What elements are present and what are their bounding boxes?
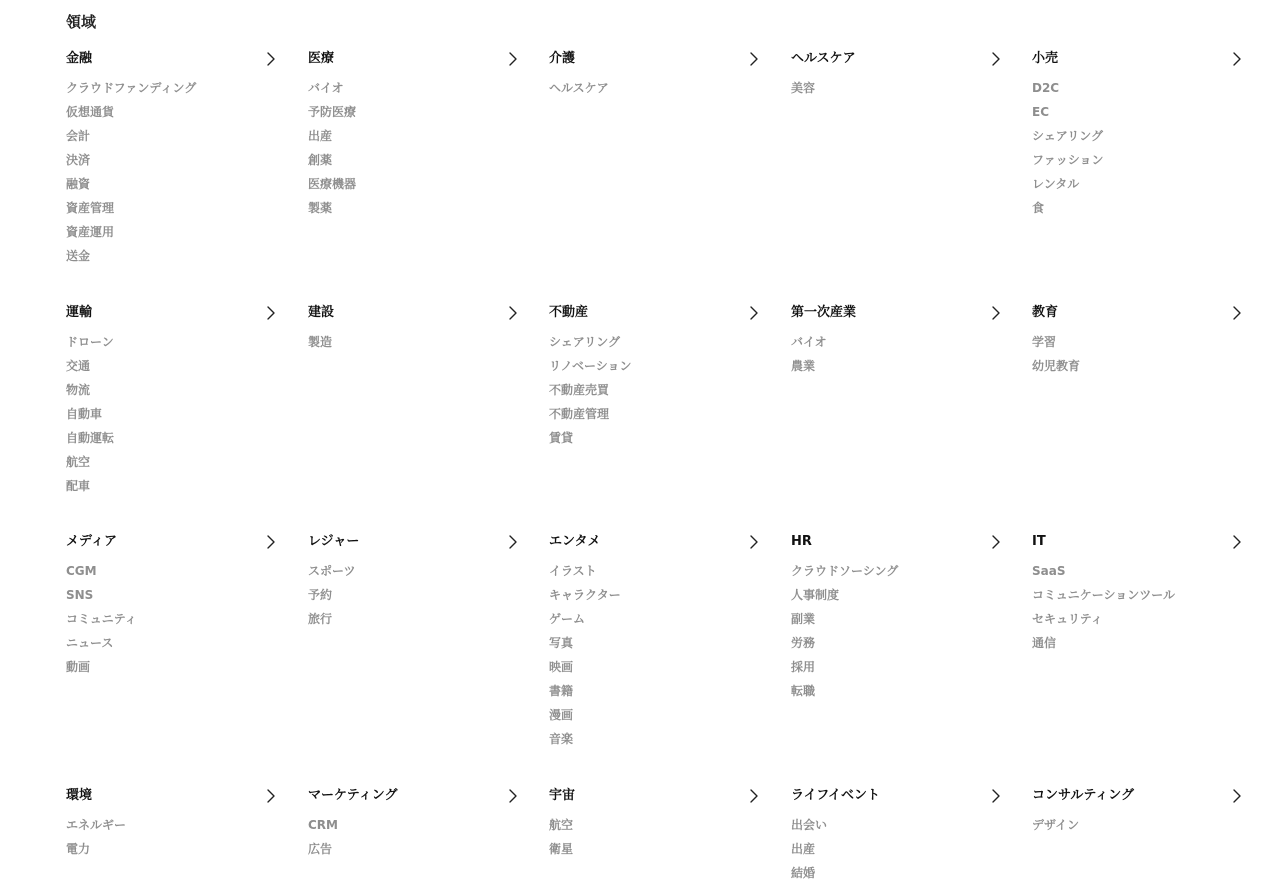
subcategory-link[interactable]: 動画 — [66, 660, 91, 674]
subcategory-link[interactable]: 航空 — [66, 455, 91, 469]
category-link[interactable] — [791, 50, 1001, 68]
category-title: HR — [791, 534, 812, 549]
subcategory-link[interactable]: 航空 — [549, 818, 574, 832]
subcategory-link[interactable]: 会計 — [66, 129, 91, 143]
subcategory-link[interactable]: キャラクター — [549, 588, 621, 602]
subcategory-link[interactable]: 出産 — [308, 129, 333, 143]
subcategory-link[interactable]: 予防医療 — [308, 105, 357, 119]
category-title: コンサルティング — [1032, 788, 1135, 803]
category-link[interactable] — [791, 533, 1001, 551]
category-title: レジャー — [308, 534, 360, 549]
subcategory-link[interactable]: 副業 — [791, 612, 816, 626]
subcategory-list — [308, 816, 338, 864]
subcategory-list — [66, 79, 196, 271]
subcategory-link[interactable]: 交通 — [66, 359, 91, 373]
subcategory-link[interactable]: シェアリング — [549, 335, 621, 349]
chevron-right-icon — [508, 788, 518, 804]
category-title: 金融 — [66, 51, 93, 66]
subcategory-link[interactable]: ヘルスケア — [549, 81, 609, 95]
category-link[interactable] — [549, 50, 759, 68]
category-title: ヘルスケア — [791, 51, 856, 66]
subcategory-link[interactable]: 写真 — [549, 636, 574, 650]
subcategory-list — [1032, 562, 1175, 658]
category-link[interactable] — [66, 533, 276, 551]
category-title: メディア — [66, 534, 117, 549]
subcategory-link[interactable]: 映画 — [549, 660, 574, 674]
subcategory-link[interactable]: 決済 — [66, 153, 91, 167]
subcategory-link[interactable]: デザイン — [1032, 818, 1080, 832]
subcategory-link[interactable]: スポーツ — [308, 564, 356, 578]
subcategory-list — [1032, 816, 1079, 840]
subcategory-link[interactable]: SNS — [66, 588, 94, 602]
subcategory-link[interactable]: 労務 — [791, 636, 816, 650]
subcategory-link[interactable]: 製造 — [308, 335, 333, 349]
subcategory-link[interactable]: 転職 — [791, 684, 816, 698]
subcategory-list — [308, 79, 356, 223]
subcategory-link[interactable]: 資産管理 — [66, 201, 115, 215]
category-title: 医療 — [308, 51, 335, 66]
subcategory-link[interactable]: コミュニケーションツール — [1032, 588, 1176, 602]
subcategory-list — [791, 333, 827, 381]
chevron-right-icon — [266, 51, 276, 67]
chevron-right-icon — [991, 788, 1001, 804]
category-link[interactable] — [308, 533, 518, 551]
subcategory-list — [66, 562, 137, 682]
subcategory-link[interactable]: セキュリティ — [1032, 612, 1103, 626]
chevron-right-icon — [991, 305, 1001, 321]
chevron-right-icon — [1232, 534, 1242, 550]
chevron-right-icon — [749, 788, 759, 804]
subcategory-link[interactable]: 衛星 — [549, 842, 574, 856]
subcategory-list — [308, 333, 332, 357]
subcategory-list — [791, 79, 815, 103]
subcategory-list — [308, 562, 356, 634]
subcategory-link[interactable]: リノベーション — [549, 359, 632, 373]
category-title: IT — [1032, 534, 1046, 549]
subcategory-list — [549, 333, 632, 453]
category-link[interactable] — [549, 533, 759, 551]
subcategory-link[interactable]: CRM — [308, 818, 338, 832]
subcategory-link[interactable]: 電力 — [66, 842, 91, 856]
category-title: 建設 — [308, 305, 335, 320]
subcategory-link[interactable]: 学習 — [1032, 335, 1057, 349]
category-title: 運輸 — [66, 305, 93, 320]
chevron-right-icon — [1232, 305, 1242, 321]
subcategory-link[interactable]: バイオ — [308, 81, 344, 95]
subcategory-link[interactable]: ゲーム — [549, 612, 586, 626]
subcategory-link[interactable]: シェアリング — [1032, 129, 1104, 143]
category-link[interactable] — [549, 304, 759, 322]
chevron-right-icon — [749, 534, 759, 550]
subcategory-link[interactable]: EC — [1032, 105, 1050, 119]
category-title: 教育 — [1032, 305, 1059, 320]
subcategory-list — [1032, 333, 1080, 381]
category-title: マーケティング — [308, 788, 398, 803]
category-link[interactable] — [1032, 787, 1242, 805]
category-link[interactable] — [66, 787, 276, 805]
subcategory-link[interactable]: 製薬 — [308, 201, 333, 215]
chevron-right-icon — [991, 534, 1001, 550]
subcategory-link[interactable]: イラスト — [549, 564, 597, 578]
subcategory-link[interactable]: 出会い — [791, 818, 828, 832]
subcategory-link[interactable]: 仮想通貨 — [66, 105, 115, 119]
subcategory-link[interactable]: レンタル — [1032, 177, 1080, 191]
chevron-right-icon — [266, 788, 276, 804]
chevron-right-icon — [266, 305, 276, 321]
chevron-right-icon — [508, 305, 518, 321]
subcategory-link[interactable]: エネルギー — [66, 818, 127, 832]
category-title: 環境 — [66, 788, 93, 803]
subcategory-list — [791, 562, 898, 706]
subcategory-list — [66, 333, 114, 501]
category-link[interactable] — [1032, 533, 1242, 551]
subcategory-link[interactable]: SaaS — [1032, 564, 1066, 578]
subcategory-link[interactable]: 採用 — [791, 660, 816, 674]
category-link[interactable] — [66, 304, 276, 322]
category-link[interactable] — [66, 50, 276, 68]
subcategory-list — [1032, 79, 1104, 223]
subcategory-link[interactable]: D2C — [1032, 81, 1060, 95]
category-link[interactable] — [308, 787, 518, 805]
subcategory-list — [549, 79, 609, 103]
category-link[interactable] — [791, 787, 1001, 805]
subcategory-list — [66, 816, 126, 864]
subcategory-link[interactable]: 幼児教育 — [1032, 359, 1081, 373]
subcategory-link[interactable]: 音楽 — [549, 732, 574, 746]
subcategory-link[interactable]: 物流 — [66, 383, 91, 397]
subcategory-link[interactable]: 自動車 — [66, 407, 103, 421]
subcategory-link[interactable]: 通信 — [1032, 636, 1057, 650]
category-title: エンタメ — [549, 534, 601, 549]
category-link[interactable] — [791, 304, 1001, 322]
subcategory-link[interactable]: 資産運用 — [66, 225, 115, 239]
subcategory-link[interactable]: バイオ — [791, 335, 827, 349]
subcategory-link[interactable]: 創薬 — [308, 153, 333, 167]
subcategory-link[interactable]: 書籍 — [549, 684, 574, 698]
subcategory-link[interactable]: クラウドファンディング — [66, 81, 197, 95]
subcategory-link[interactable]: CGM — [66, 564, 97, 578]
subcategory-link[interactable]: 賃貸 — [549, 431, 574, 445]
subcategory-link[interactable]: 漫画 — [549, 708, 574, 722]
subcategory-link[interactable]: ドローン — [66, 335, 114, 349]
subcategory-link[interactable]: 送金 — [66, 249, 91, 263]
category-title: ライフイベント — [791, 788, 881, 803]
subcategory-list — [549, 562, 621, 754]
subcategory-list — [791, 816, 827, 888]
subcategory-link[interactable]: 美容 — [791, 81, 816, 95]
subcategory-link[interactable]: 農業 — [791, 359, 816, 373]
category-title: 介護 — [549, 51, 576, 66]
category-link[interactable] — [1032, 50, 1242, 68]
subcategory-link[interactable]: 旅行 — [308, 612, 333, 626]
category-title: 小売 — [1032, 51, 1059, 66]
category-link[interactable] — [308, 50, 518, 68]
category-title: 宇宙 — [549, 788, 576, 803]
subcategory-link[interactable]: 配車 — [66, 479, 91, 493]
category-link[interactable] — [308, 304, 518, 322]
chevron-right-icon — [266, 534, 276, 550]
category-title: 第一次産業 — [791, 305, 857, 320]
chevron-right-icon — [991, 51, 1001, 67]
chevron-right-icon — [1232, 788, 1242, 804]
subcategory-link[interactable]: 自動運転 — [66, 431, 115, 445]
subcategory-link[interactable]: コミュニティ — [66, 612, 137, 626]
chevron-right-icon — [508, 534, 518, 550]
subcategory-link[interactable]: 予約 — [308, 588, 333, 602]
chevron-right-icon — [508, 51, 518, 67]
subcategory-link[interactable]: 食 — [1032, 201, 1045, 215]
subcategory-link[interactable]: 不動産売買 — [549, 383, 610, 397]
chevron-right-icon — [1232, 51, 1242, 67]
subcategory-link[interactable]: 人事制度 — [791, 588, 840, 602]
subcategory-link[interactable]: ファッション — [1032, 153, 1104, 167]
page-title: 領域 — [66, 13, 97, 31]
subcategory-link[interactable]: 医療機器 — [308, 177, 357, 191]
category-title: 不動産 — [549, 305, 589, 320]
category-link[interactable] — [549, 787, 759, 805]
subcategory-list — [549, 816, 573, 864]
subcategory-link[interactable]: ニュース — [66, 636, 114, 650]
category-link[interactable] — [1032, 304, 1242, 322]
subcategory-link[interactable]: 広告 — [308, 842, 333, 856]
subcategory-link[interactable]: 出産 — [791, 842, 816, 856]
subcategory-link[interactable]: 結婚 — [791, 866, 816, 880]
subcategory-link[interactable]: 不動産管理 — [549, 407, 610, 421]
chevron-right-icon — [749, 51, 759, 67]
subcategory-link[interactable]: 融資 — [66, 177, 91, 191]
subcategory-link[interactable]: クラウドソーシング — [791, 564, 899, 578]
chevron-right-icon — [749, 305, 759, 321]
